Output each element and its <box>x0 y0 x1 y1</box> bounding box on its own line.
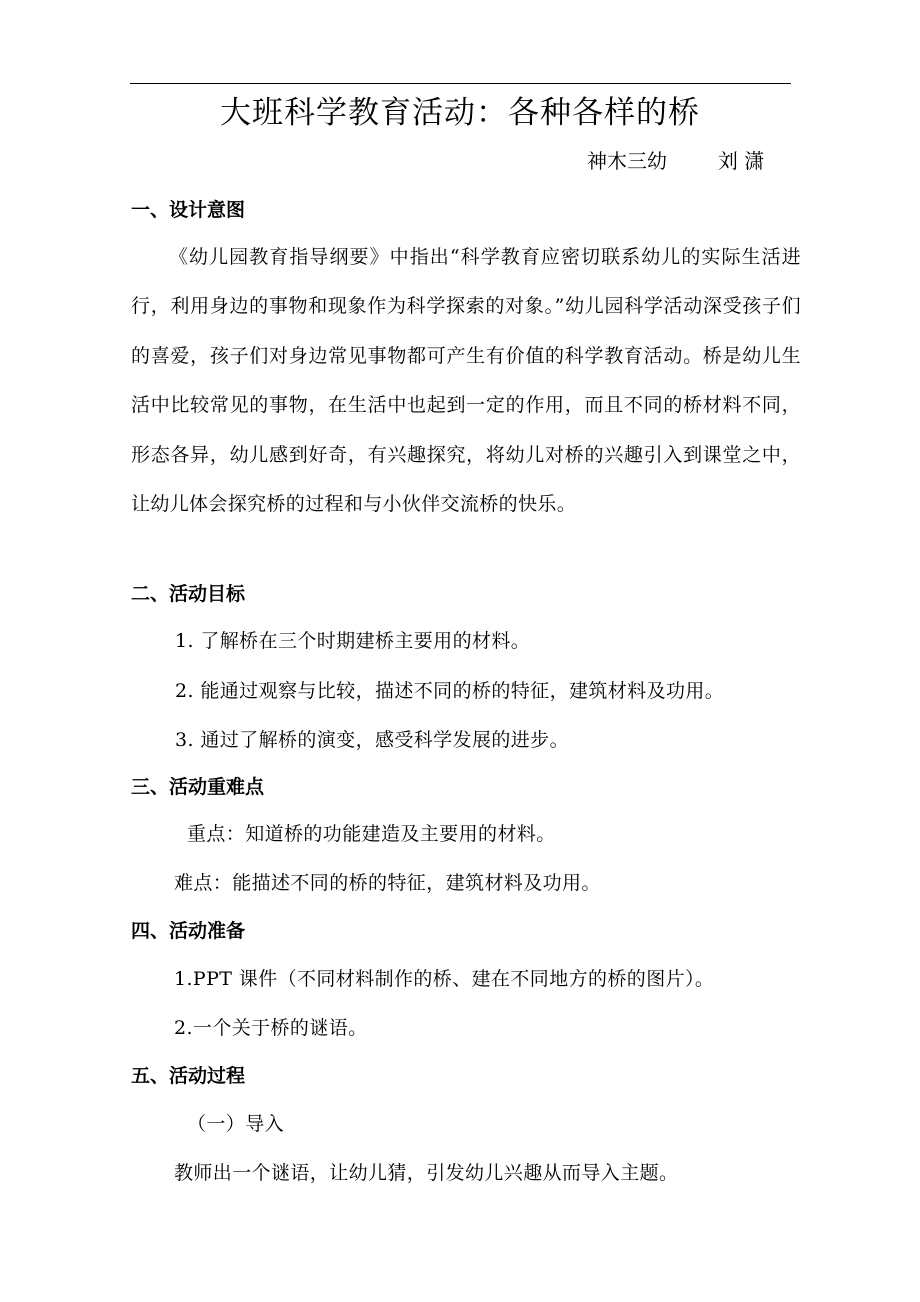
objective-item: 3. 通过了解桥的演变，感受科学发展的进步。 <box>175 729 569 751</box>
sub-heading-introduction: （一）导入 <box>187 1113 285 1135</box>
key-point-text: 重点：知道桥的功能建造及主要用的材料。 <box>187 823 556 845</box>
objective-item: 2. 能通过观察与比较，描述不同的桥的特征，建筑材料及功用。 <box>175 680 725 702</box>
difficulty-text: 难点：能描述不同的桥的特征，建筑材料及功用。 <box>174 872 601 894</box>
section-body-design-intent: 《幼儿园教育指导纲要》中指出“科学教育应密切联系幼儿的实际生活进行，利用身边的事物和现象作为科学探索的对象。”幼儿园科学活动深受孩子们的喜爱，孩子们对身边常见事物都可产生有价值的科学教育活动。桥是幼儿生活中比较常见的事物，在生活中也起到一定的作用，而且不同的桥材料不同，形态各异，幼儿感到好奇，有兴趣探究，将幼儿对桥的兴趣引入到课堂之中，让幼儿体会探究桥的过程和与小伙伴交流桥的快乐。 <box>131 246 801 516</box>
section-heading-preparation: 四、活动准备 <box>131 920 246 942</box>
section-heading-process: 五、活动过程 <box>131 1065 246 1087</box>
preparation-item: 1.PPT 课件（不同材料制作的桥、建在不同地方的桥的图片）。 <box>174 968 715 990</box>
section-heading-key-points: 三、活动重难点 <box>131 776 265 798</box>
document-title: 大班科学教育活动：各种各样的桥 <box>220 95 700 131</box>
section-heading-design-intent: 一、设计意图 <box>131 199 246 221</box>
header-rule <box>130 83 791 84</box>
process-text: 教师出一个谜语，让幼儿猜，引发幼儿兴趣从而导入主题。 <box>174 1162 679 1184</box>
objective-item: 1. 了解桥在三个时期建桥主要用的材料。 <box>175 630 531 652</box>
section-heading-objectives: 二、活动目标 <box>131 583 246 605</box>
author-line: 神木三幼 刘 潇 <box>587 149 765 173</box>
preparation-item: 2.一个关于桥的谜语。 <box>174 1017 368 1039</box>
